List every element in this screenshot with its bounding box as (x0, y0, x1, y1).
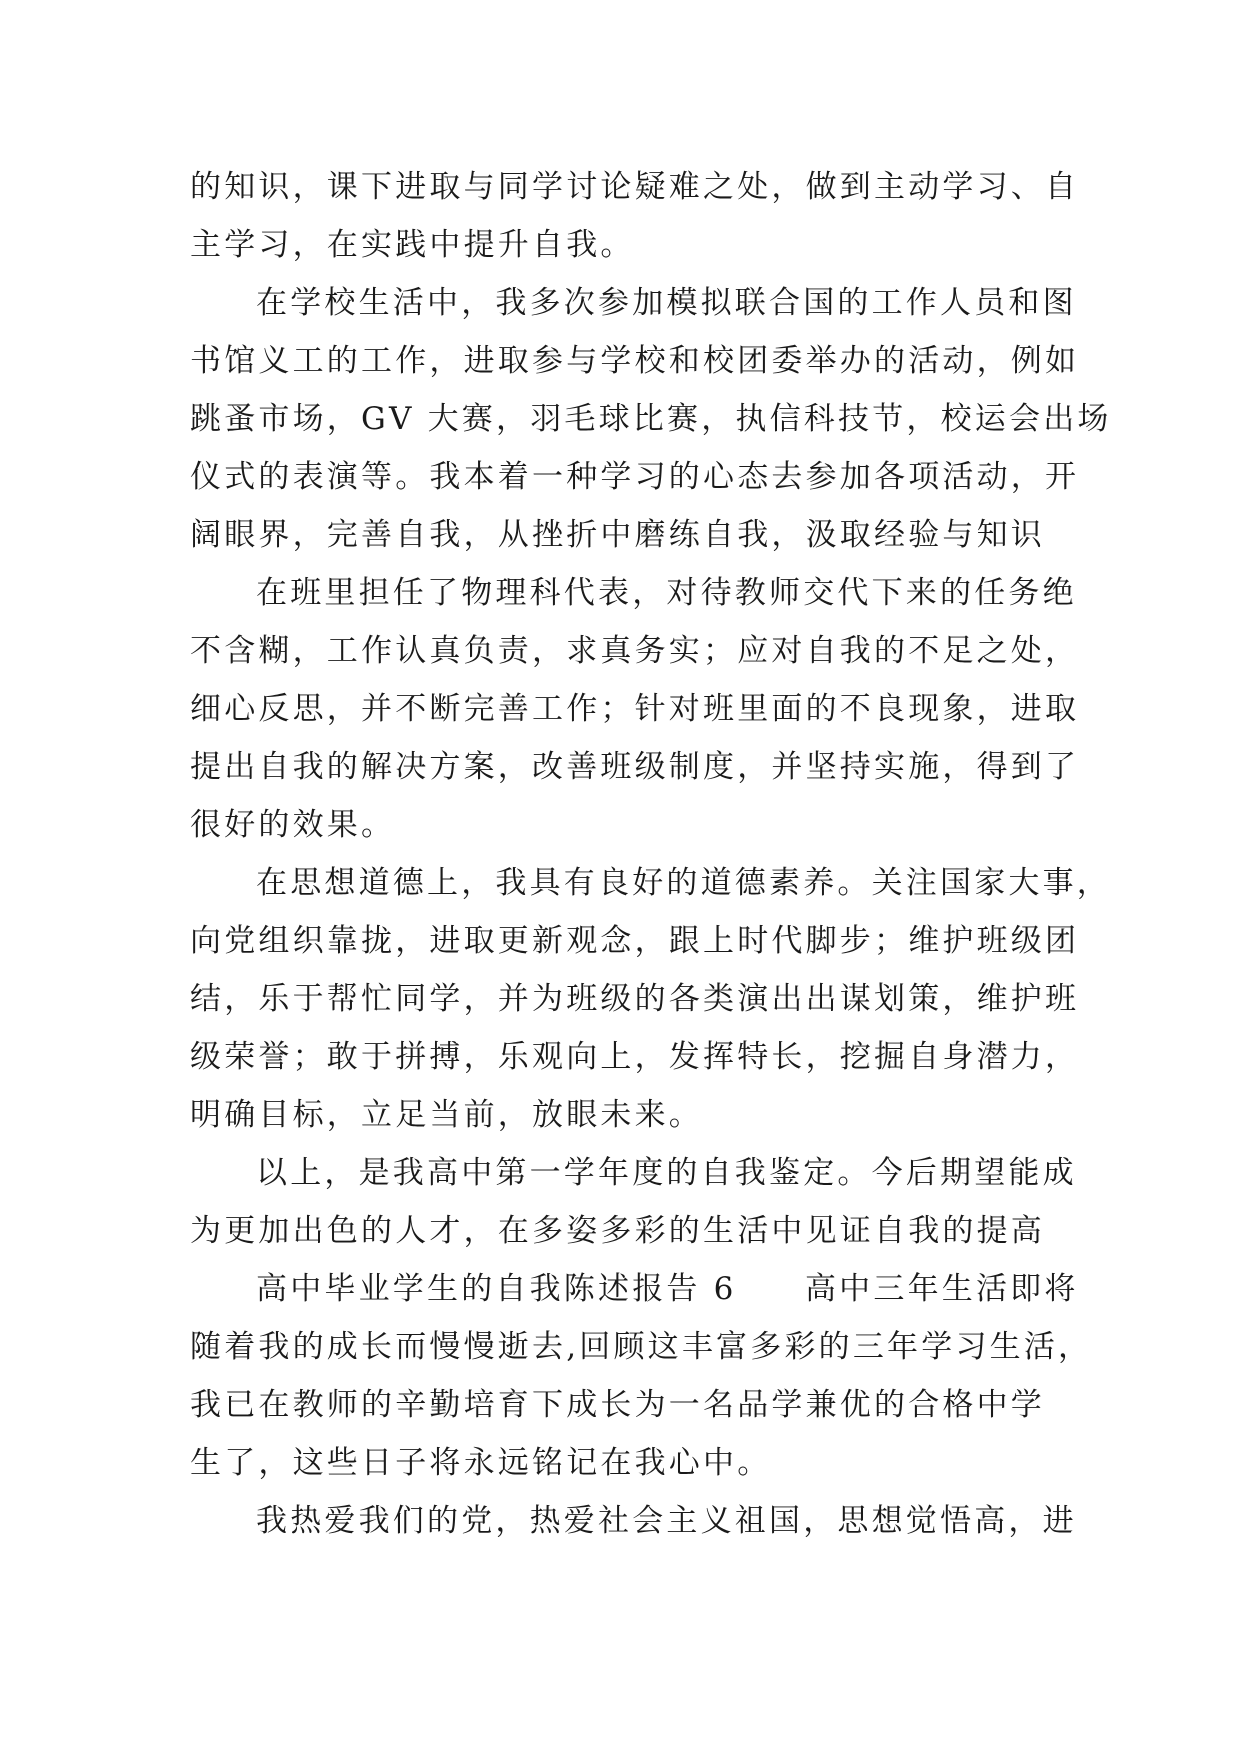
text-line: 我热爱我们的党，热爱社会主义祖国，思想觉悟高，进 (256, 1503, 1077, 1539)
text-line: 我已在教师的辛勤培育下成长为一名品学兼优的合格中学 (190, 1387, 1045, 1423)
text-line: 书馆义工的工作，进取参与学校和校团委举办的活动，例如 (190, 343, 1080, 379)
text-line: 级荣誉；敢于拼搏，乐观向上，发挥特长，挖掘自身潜力， (190, 1039, 1080, 1075)
text-line: 为更加出色的人才，在多姿多彩的生活中见证自我的提高 (190, 1213, 1045, 1249)
text-line: 随着我的成长而慢慢逝去,回顾这丰富多彩的三年学习生活， (190, 1329, 1093, 1365)
text-line: 向党组织靠拢，进取更新观念，跟上时代脚步；维护班级团 (190, 923, 1080, 959)
text-line: 生了，这些日子将永远铭记在我心中。 (190, 1445, 772, 1481)
text-line: 高中毕业学生的自我陈述报告 6 高中三年生活即将 (256, 1271, 1079, 1307)
text-line: 细心反思，并不断完善工作；针对班里面的不良现象，进取 (190, 691, 1080, 727)
text-line: 跳蚤市场，GV 大赛，羽毛球比赛，执信科技节，校运会出场 (190, 401, 1112, 437)
text-line: 明确目标，立足当前，放眼未来。 (190, 1097, 703, 1133)
text-line: 在班里担任了物理科代表，对待教师交代下来的任务绝 (256, 575, 1077, 611)
text-line: 提出自我的解决方案，改善班级制度，并坚持实施，得到了 (190, 749, 1080, 785)
text-line: 结，乐于帮忙同学，并为班级的各类演出出谋划策，维护班 (190, 981, 1080, 1017)
document-body (190, 158, 1112, 1550)
text-line: 仪式的表演等。我本着一种学习的心态去参加各项活动，开 (190, 459, 1080, 495)
text-line: 以上，是我高中第一学年度的自我鉴定。今后期望能成 (256, 1155, 1077, 1191)
text-line: 在学校生活中，我多次参加模拟联合国的工作人员和图 (256, 285, 1077, 321)
text-line: 主学习，在实践中提升自我。 (190, 227, 635, 263)
text-line: 在思想道德上，我具有良好的道德素养。关注国家大事， (256, 865, 1111, 901)
text-line: 阔眼界，完善自我，从挫折中磨练自我，汲取经验与知识 (190, 517, 1045, 553)
text-line: 不含糊，工作认真负责，求真务实；应对自我的不足之处， (190, 633, 1080, 669)
text-line: 的知识，课下进取与同学讨论疑难之处，做到主动学习、自 (190, 169, 1080, 205)
text-line: 很好的效果。 (190, 807, 396, 843)
